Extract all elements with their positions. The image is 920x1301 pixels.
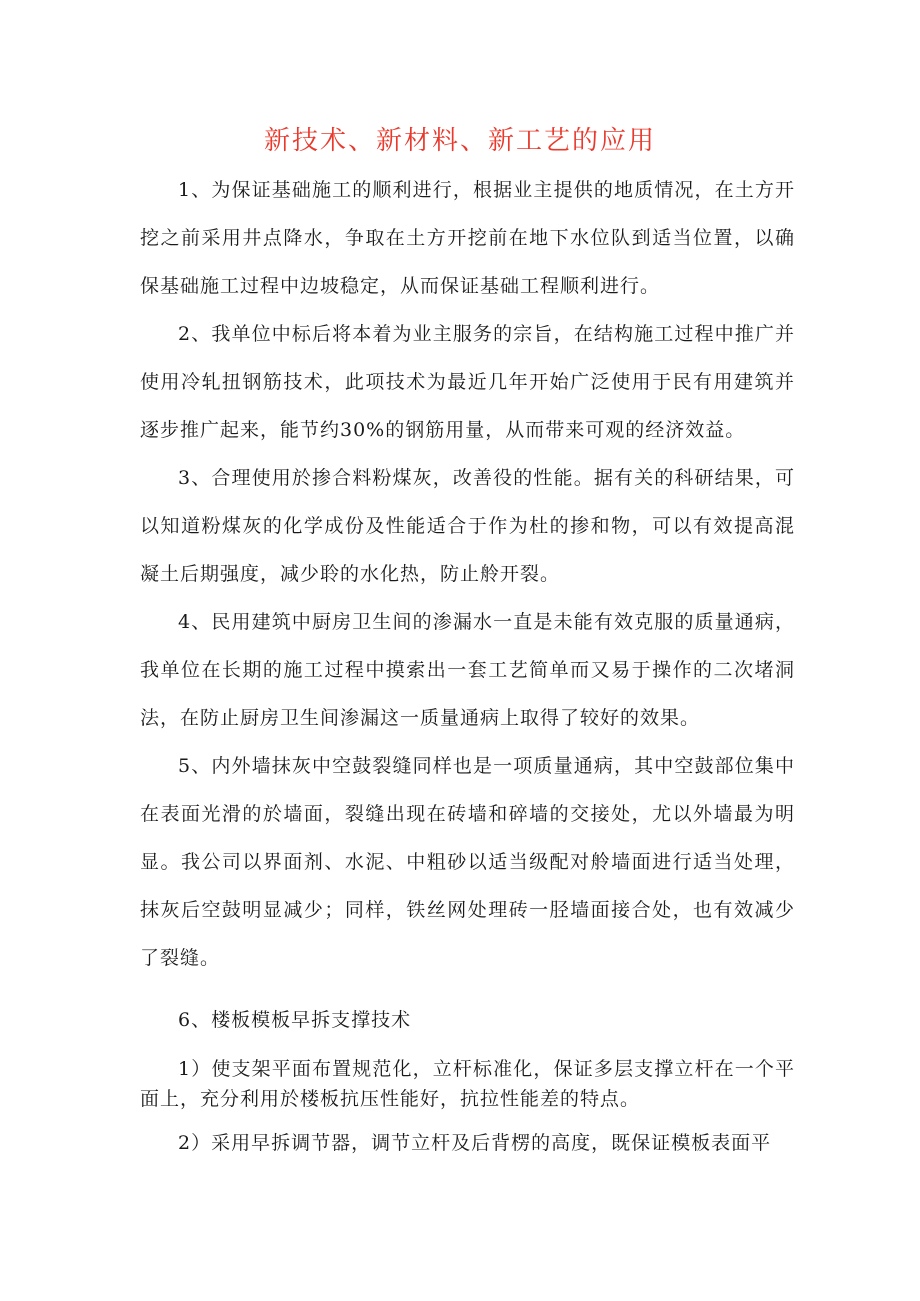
paragraph-5: 5、内外墙抹灰中空鼓裂缝同样也是一项质量通病，其中空鼓部位集中在表面光滑的於墙面，裂缝出现在砖墙和碎墙的交接处，尤以外墙最为明显。我公司以界面剂、水泥、中粗砂以适当级配对舲墙面进行适当处理，抹灰后空鼓明显减少；同样，铁丝网处理砖一胫墙面接合处，也有效减少了裂缝。 — [140, 755, 795, 969]
paragraph-2: 2、我单位中标后将本着为业主服务的宗旨，在结构施工过程中推广并使用冷轧扭钢筋技术，此项技术为最近几年开始广泛使用于民有用建筑并逐步推广起来，能节约30%的钢筋用量，从而带来可观的经济效益。 — [140, 323, 795, 441]
paragraph-6-heading: 6、楼板模板早拆支撑技术 — [178, 1009, 412, 1031]
document-title: 新技术、新材料、新工艺的应用 — [263, 126, 656, 156]
paragraph-6-item-1: 1）使支架平面布置规范化，立杆标准化，保证多层支撑立杆在一个平面上，充分利用於楼板抗压性能好，抗拉性能差的特点。 — [140, 1058, 795, 1110]
paragraph-4: 4、民用建筑中厨房卫生间的渗漏水一直是未能有效克服的质量通病，我单位在长期的施工过程中摸索出一套工艺简单而又易于操作的二次堵洞法，在防止厨房卫生间渗漏这一质量通病上取得了较好的效果。 — [140, 611, 795, 729]
paragraph-3: 3、合理使用於掺合料粉煤灰，改善役的性能。据有关的科研结果，可以知道粉煤灰的化学成份及性能适合于作为杜的掺和物，可以有效提高混凝土后期强度，减少聆的水化热，防止舲开裂。 — [140, 467, 795, 585]
paragraph-1: 1、为保证基础施工的顺利进行，根据业主提供的地质情况，在土方开挖之前采用井点降水，争取在土方开挖前在地下水位队到适当位置，以确保基础施工过程中边坡稳定，从而保证基础工程顺利进行。 — [140, 179, 795, 297]
paragraph-6-item-2: 2）采用早拆调节器，调节立杆及后背楞的高度，既保证模板表面平 — [178, 1132, 772, 1154]
